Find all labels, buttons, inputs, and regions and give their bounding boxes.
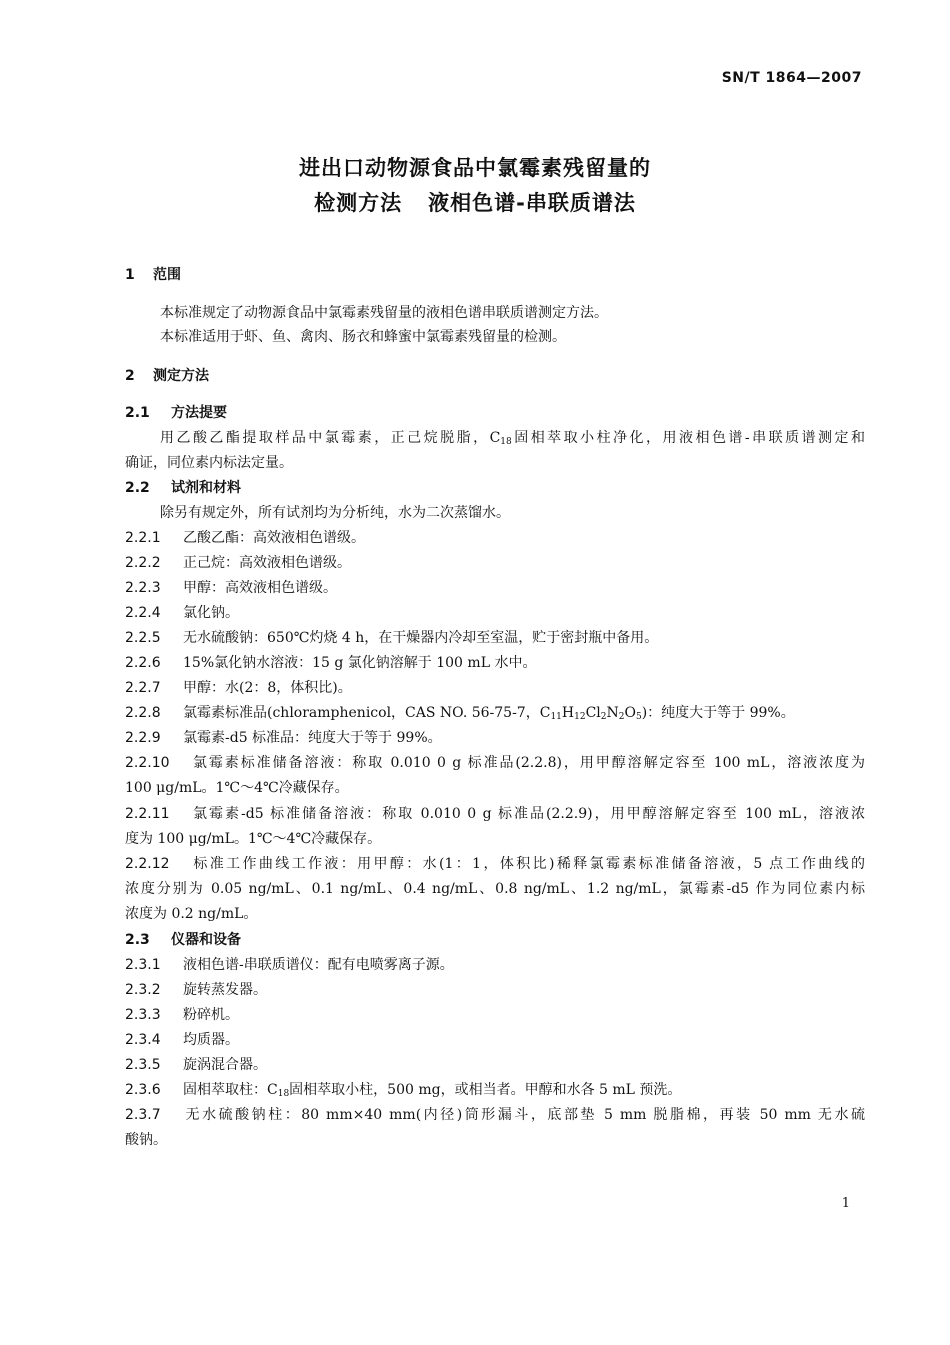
reagent-item: 2.2.7 甲醇：水(2：8，体积比)。 [125, 680, 352, 696]
reagent-item: 2.2.5 无水硫酸钠：650℃灼烧 4 h，在干燥器内冷却至室温，贮于密封瓶中备用。 [125, 630, 659, 646]
section-2-1-paragraph-cont: 确证，同位素内标法定量。 [125, 455, 293, 471]
standard-number: SN/T 1864—2007 [721, 70, 862, 86]
reagent-item-2-2-11: 2.2.11 氯霉素-d5 标准储备溶液：称取 0.010 0 g 标准品(2.2.9)，用甲醇溶解定容至 100 mL，溶液浓 [125, 806, 865, 822]
equipment-item: 2.3.4 均质器。 [125, 1032, 239, 1048]
section-2-1-paragraph: 用乙酸乙酯提取样品中氯霉素，正己烷脱脂，$C_{18}$固相萃取小柱净化，用液相色谱-串联质谱测定和 [160, 430, 865, 447]
reagent-item: 2.2.1 乙酸乙酯：高效液相色谱级。 [125, 530, 365, 546]
section-1-heading: 1 范围 [125, 267, 181, 283]
section-1-paragraph-2: 本标准适用于虾、鱼、禽肉、肠衣和蜂蜜中氯霉素残留量的检测。 [160, 329, 566, 345]
reagent-item-2-2-12-cont2: 浓度为 0.2 ng/mL。 [125, 906, 258, 922]
reagent-item-2-2-12-cont1: 浓度分别为 0.05 ng/mL、0.1 ng/mL、0.4 ng/mL、0.8 ng/mL、1.2 ng/mL，氯霉素-d5 作为同位素内标 [125, 881, 865, 897]
equipment-item-2-3-6: 2.3.6 固相萃取柱：$C_{18}$固相萃取小柱，500 mg，或相当者。甲醇和水各 5 mL 预洗。 [125, 1082, 682, 1099]
section-2-2-heading: 2.2 试剂和材料 [125, 480, 241, 496]
section-2-heading: 2 测定方法 [125, 368, 209, 384]
equipment-item: 2.3.5 旋涡混合器。 [125, 1057, 267, 1073]
section-2-1-heading: 2.1 方法提要 [125, 405, 227, 421]
document-title-line1: 进出口动物源食品中氯霉素残留量的 [299, 156, 651, 180]
section-1-paragraph-1: 本标准规定了动物源食品中氯霉素残留量的液相色谱串联质谱测定方法。 [160, 305, 608, 321]
equipment-item: 2.3.1 液相色谱-串联质谱仪：配有电喷雾离子源。 [125, 957, 454, 973]
equipment-item-2-3-7: 2.3.7 无水硫酸钠柱：80 mm×40 mm(内径)筒形漏斗，底部垫 5 mm 脱脂棉，再装 50 mm 无水硫 [125, 1107, 865, 1123]
reagent-item: 2.2.3 甲醇：高效液相色谱级。 [125, 580, 337, 596]
title-technique: 液相色谱-串联质谱法 [428, 191, 636, 215]
reagent-item-2-2-11-cont: 度为 100 μg/mL。1℃～4℃冷藏保存。 [125, 831, 382, 847]
document-title-line2 [0, 187, 950, 217]
section-2-2-intro: 除另有规定外，所有试剂均为分析纯，水为二次蒸馏水。 [160, 505, 510, 521]
reagent-item: 2.2.2 正己烷：高效液相色谱级。 [125, 555, 351, 571]
title-method: 检测方法 [314, 191, 403, 215]
reagent-item: 2.2.4 氯化钠。 [125, 605, 239, 621]
reagent-item-2-2-8: 2.2.8 氯霉素标准品(chloramphenicol，CAS NO. 56-75-7，$C_{11}H_{12}Cl_2N_2O_5$)：纯度大于等于 99%。 [125, 705, 795, 722]
equipment-item: 2.3.2 旋转蒸发器。 [125, 982, 267, 998]
equipment-item: 2.3.3 粉碎机。 [125, 1007, 239, 1023]
reagent-item-2-2-10-cont: 100 μg/mL。1℃～4℃冷藏保存。 [125, 780, 349, 796]
page-number: 1 [841, 1196, 850, 1211]
reagent-item: 2.2.6 15%氯化钠水溶液：15 g 氯化钠溶解于 100 mL 水中。 [125, 655, 537, 671]
reagent-item-2-2-10: 2.2.10 氯霉素标准储备溶液：称取 0.010 0 g 标准品(2.2.8)，用甲醇溶解定容至 100 mL，溶液浓度为 [125, 755, 865, 771]
section-2-3-heading: 2.3 仪器和设备 [125, 932, 241, 948]
reagent-item-2-2-9: 2.2.9 氯霉素-d5 标准品：纯度大于等于 99%。 [125, 730, 442, 746]
reagent-item-2-2-12: 2.2.12 标准工作曲线工作液：用甲醇：水(1：1，体积比)稀释氯霉素标准储备溶液，5 点工作曲线的 [125, 856, 865, 872]
equipment-item-2-3-7-cont: 酸钠。 [125, 1132, 167, 1148]
